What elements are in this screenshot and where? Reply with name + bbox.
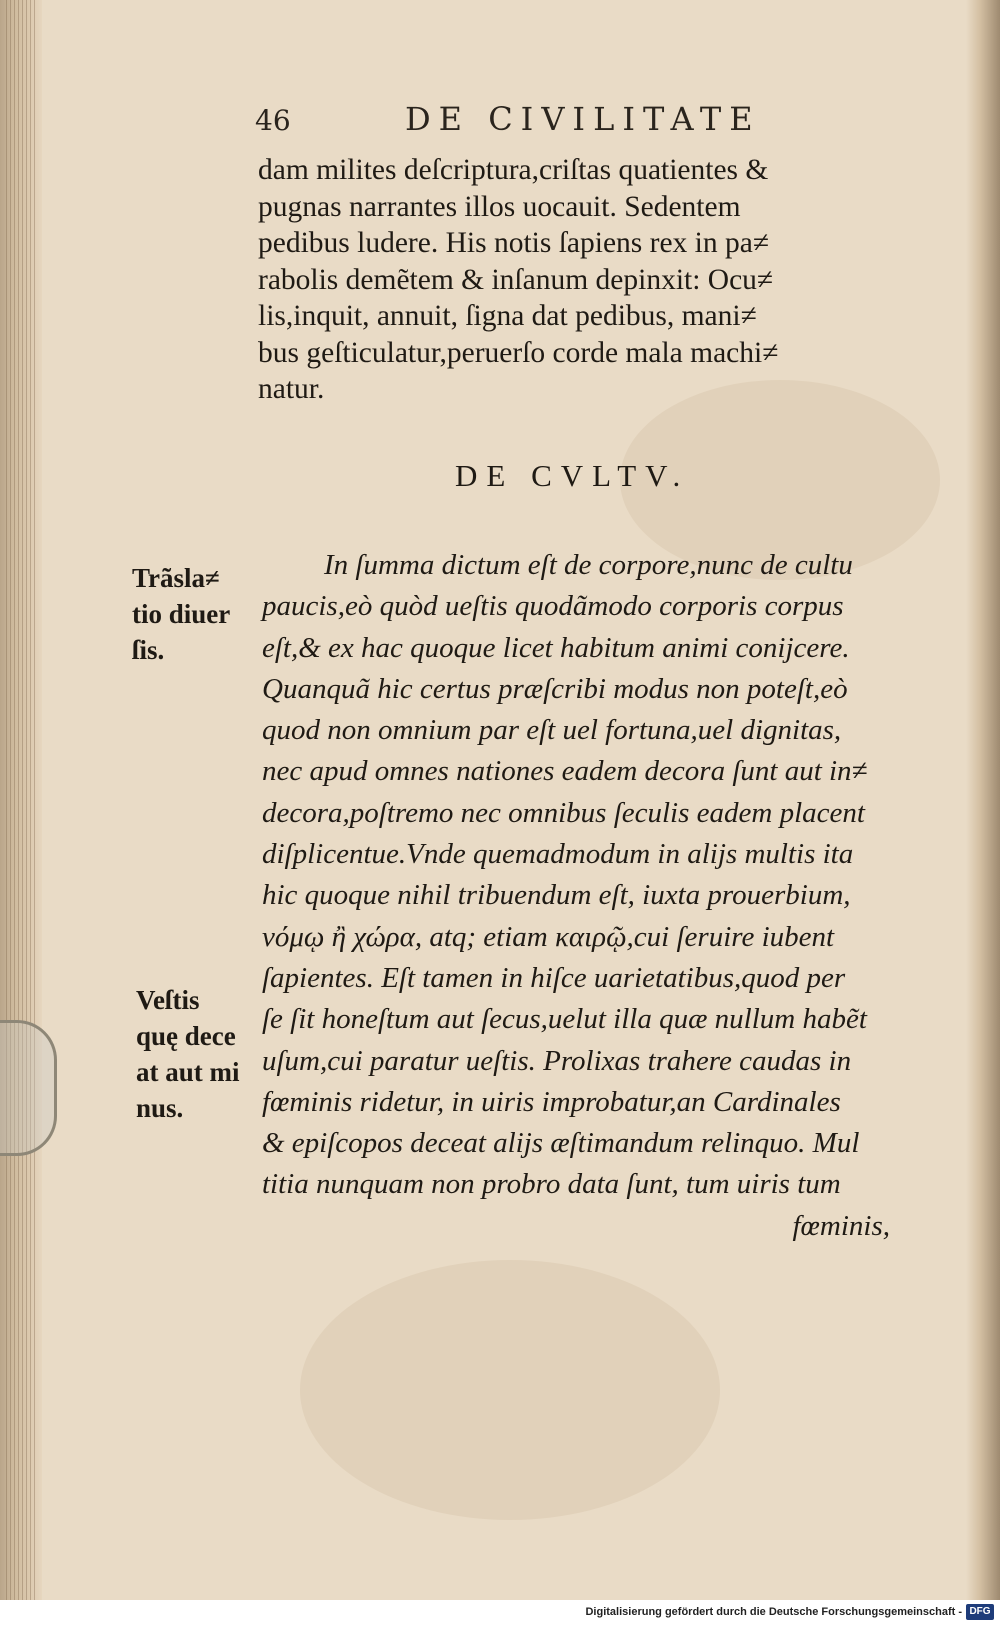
text-line: lis,inquit, annuit, ſigna dat pedibus, mani≠ (258, 300, 757, 332)
page-header (255, 100, 895, 140)
margin-line: Veſtis (136, 985, 200, 1015)
margin-line: nus. (136, 1093, 184, 1123)
text-line: In ſumma dictum eſt de corpore,nunc de cultu (324, 549, 853, 581)
margin-note-traslatio (132, 560, 230, 668)
text-line: diſplicentue.Vnde quemadmodum in alijs multis ita (262, 838, 854, 871)
text-line: νόμῳ ἢ χώρα, atq; etiam καιρῷ,cui ſeruire iubent (262, 920, 835, 953)
body-paragraph (262, 545, 902, 1247)
text-line: hic quoque nihil tribuendum eſt, iuxta prouerbium, (262, 879, 851, 912)
text-line: quod non omnium par eſt uel fortuna,uel dignitas, (262, 714, 842, 747)
footer-credit: Digitalisierung gefördert durch die Deutsche Forschungsgemeinschaft - (585, 1606, 962, 1618)
text-line: Quanquã hic certus præſcribi modus non poteſt,eò (262, 672, 848, 705)
margin-line: at aut mi (136, 1057, 240, 1087)
margin-line: Trãsla≠ (132, 563, 220, 593)
text-line: fœminis ridetur, in uiris improbatur,an Cardinales (262, 1085, 841, 1118)
running-head: DE CIVILITATE (405, 100, 761, 138)
page-right-edge (966, 0, 1000, 1600)
text-line: natur. (258, 373, 325, 405)
section-title: DE CVLTV. (455, 458, 690, 493)
margin-line: ſis. (132, 635, 165, 665)
margin-line: tio diuer (132, 599, 231, 629)
digitization-footer (0, 1600, 1000, 1626)
text-line: & epiſcopos deceat alijs æſtimandum relinquo. Mul (262, 1127, 860, 1160)
text-line: dam milites deſcriptura,criſtas quatientes & (258, 154, 769, 186)
text-line: paucis,eò quòd ueſtis quodãmodo corporis corpus (262, 590, 844, 623)
text-line: titia nunquam non probro data ſunt, tum uiris tum (262, 1168, 841, 1201)
page-number: 46 (255, 104, 291, 137)
text-line: eſt,& ex hac quoque licet habitum animi conijcere. (262, 631, 850, 664)
text-line: pedibus ludere. His notis ſapiens rex in pa≠ (258, 227, 770, 259)
text-line: uſum,cui paratur ueſtis. Prolixas trahere caudas in (262, 1044, 852, 1077)
page-clip (0, 1020, 57, 1156)
text-line: ſapientes. Eſt tamen in hiſce uarietatibus,quod per (262, 961, 846, 994)
text-line-catchword: fœminis, (792, 1209, 890, 1242)
page-stack-lines (6, 0, 36, 1600)
top-paragraph (258, 152, 898, 408)
text-line: pugnas narrantes illos uocauit. Sedentem (258, 190, 741, 223)
text-line: rabolis demẽtem & inſanum depinxit: Ocu≠ (258, 263, 774, 296)
paper-stain (300, 1260, 720, 1520)
margin-note-vestis (136, 982, 240, 1126)
text-line: nec apud omnes nationes eadem decora ſunt aut in≠ (262, 755, 868, 788)
margin-line: quę dece (136, 1021, 236, 1051)
text-line: ſe ſit honeſtum aut ſecus,uelut illa quæ nullum habẽt (262, 1003, 867, 1036)
text-line: decora,poſtremo nec omnibus ſeculis eadem placent (262, 796, 865, 829)
text-line: bus geſticulatur,peruerſo corde mala machi≠ (258, 336, 779, 369)
book-binding-edge (0, 0, 42, 1600)
dfg-logo: DFG (966, 1604, 994, 1620)
